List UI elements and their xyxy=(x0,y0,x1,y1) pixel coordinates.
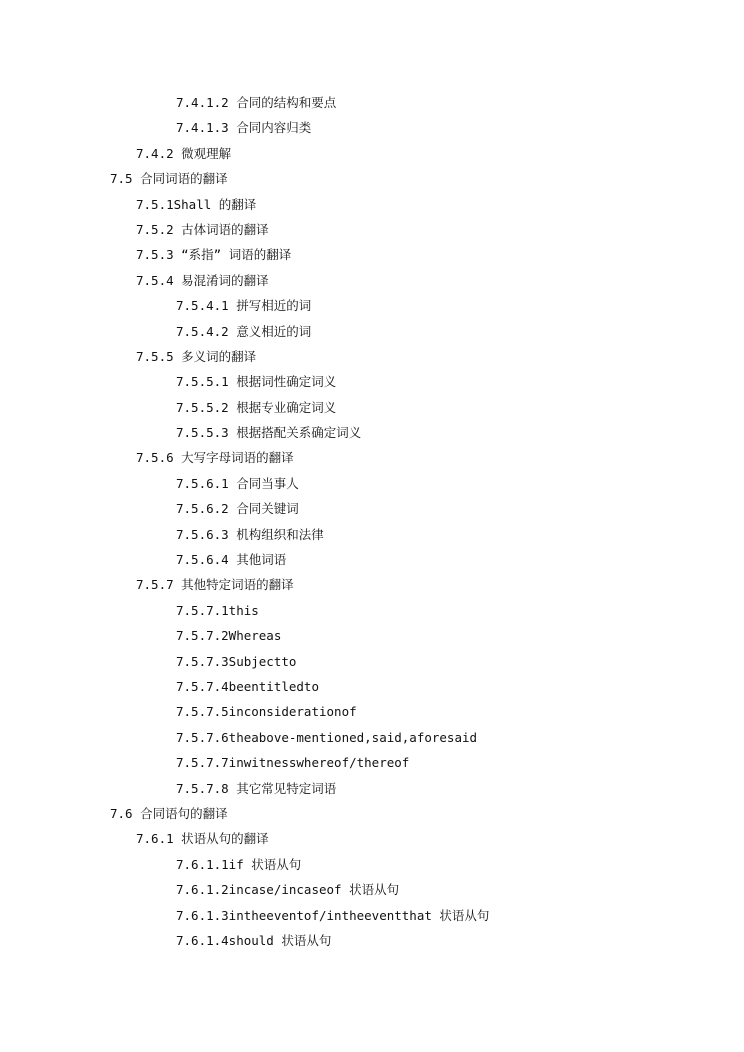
toc-entry[interactable]: 7.6.1.4should 状语从句 xyxy=(176,932,332,948)
toc-entry[interactable]: 7.5.7.6theabove-mentioned,said,aforesaid xyxy=(176,729,478,745)
toc-entry[interactable]: 7.6.1.1if 状语从句 xyxy=(176,856,302,872)
toc-entry[interactable]: 7.5.7.4beentitledto xyxy=(176,678,319,694)
toc-entry[interactable]: 7.5.4.1 拼写相近的词 xyxy=(176,298,312,314)
toc-entry[interactable]: 7.5.5.1 根据词性确定词义 xyxy=(176,374,337,390)
toc-entry[interactable]: 7.4.1.2 合同的结构和要点 xyxy=(176,95,337,110)
toc-entry[interactable]: 7.5.7.5inconsiderationof xyxy=(176,704,357,720)
toc-entry[interactable]: 7.5.1Shall 的翻译 xyxy=(136,196,257,212)
toc-entry[interactable]: 7.6 合同语句的翻译 xyxy=(110,805,228,821)
toc-entry[interactable]: 7.5 合同词语的翻译 xyxy=(110,171,228,187)
toc-entry[interactable]: 7.5.2 古体词语的翻译 xyxy=(136,221,269,237)
toc-entry[interactable]: 7.5.4.2 意义相近的词 xyxy=(176,323,312,339)
toc-entry[interactable]: 7.4.1.3 合同内容归类 xyxy=(176,120,312,136)
toc-entry[interactable]: 7.5.5.2 根据专业确定词义 xyxy=(176,399,337,415)
toc-entry[interactable]: 7.4.2 微观理解 xyxy=(136,145,232,161)
toc-entry[interactable]: 7.6.1.2incase/incaseof 状语从句 xyxy=(176,882,400,898)
toc-entry[interactable]: 7.5.7.8 其它常见特定词语 xyxy=(176,780,337,796)
toc-entry[interactable]: 7.5.5.3 根据搭配关系确定词义 xyxy=(176,425,362,441)
toc-entry[interactable]: 7.5.5 多义词的翻译 xyxy=(136,348,257,364)
toc-entry[interactable]: 7.5.6.3 机构组织和法律 xyxy=(176,526,324,542)
toc-entry[interactable]: 7.5.3 “系指” 词语的翻译 xyxy=(136,247,292,263)
toc-entry[interactable]: 7.5.6 大写字母词语的翻译 xyxy=(136,450,294,466)
toc-entry[interactable]: 7.5.6.4 其他词语 xyxy=(176,552,287,568)
toc-entry[interactable]: 7.5.6.1 合同当事人 xyxy=(176,475,299,491)
toc-entry[interactable]: 7.5.4 易混淆词的翻译 xyxy=(136,272,269,288)
toc-entry[interactable]: 7.5.7.1this xyxy=(176,602,259,618)
toc-entry[interactable]: 7.6.1.3intheeventof/intheeventthat 状语从句 xyxy=(176,907,490,923)
toc-entry[interactable]: 7.5.7 其他特定词语的翻译 xyxy=(136,577,294,593)
toc-entry[interactable]: 7.5.7.2Whereas xyxy=(176,628,282,644)
table-of-contents xyxy=(0,90,744,953)
toc-entry[interactable]: 7.5.7.7inwitnesswhereof/thereof xyxy=(176,755,410,771)
toc-entry[interactable]: 7.6.1 状语从句的翻译 xyxy=(136,831,269,847)
toc-entry[interactable]: 7.5.7.3Subjectto xyxy=(176,653,297,669)
toc-entry[interactable]: 7.5.6.2 合同关键词 xyxy=(176,501,299,517)
